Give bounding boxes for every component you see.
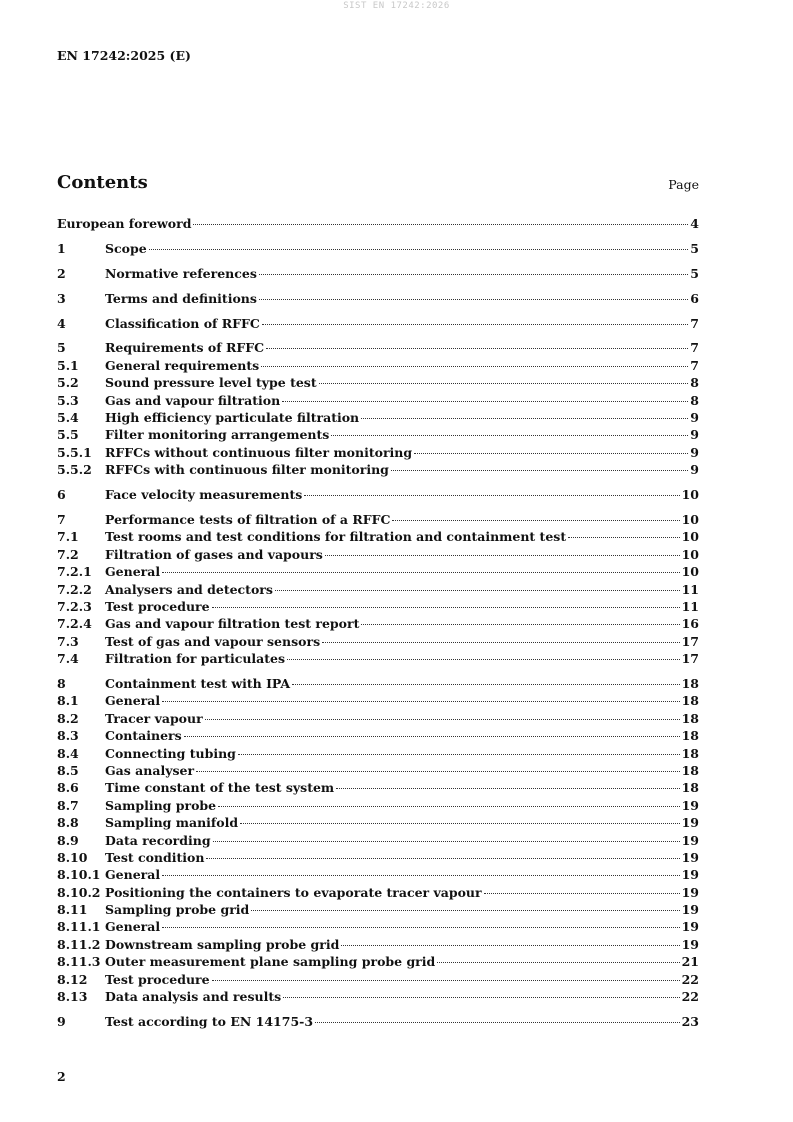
toc-entry-page: 19 <box>681 884 699 900</box>
toc-entry-page: 5 <box>690 240 699 256</box>
toc-entry-number: 5.5.2 <box>57 462 92 478</box>
toc-entry-number: 8.2 <box>57 710 79 726</box>
toc-entry-number: 8.1 <box>57 693 79 709</box>
toc-entry-page: 19 <box>681 849 699 865</box>
toc-entry-number: 6 <box>57 487 66 503</box>
toc-entry-number: 8 <box>57 675 66 691</box>
toc-entry-number: 7.2.4 <box>57 616 92 632</box>
toc-entry-number: 8.11.1 <box>57 919 101 935</box>
toc-entry[interactable] <box>57 427 699 444</box>
toc-entry[interactable] <box>57 512 699 529</box>
toc-entry-page: 9 <box>690 427 699 443</box>
toc-entry[interactable] <box>57 676 699 693</box>
toc-entry-number: 5.4 <box>57 410 79 426</box>
toc-entry-page: 18 <box>681 675 699 691</box>
toc-entry-title: Containers <box>105 728 182 744</box>
toc-entry[interactable] <box>57 780 699 797</box>
toc-entry[interactable] <box>57 529 699 546</box>
toc-entry[interactable] <box>57 937 699 954</box>
toc-entry-page: 19 <box>681 832 699 848</box>
toc-entry[interactable] <box>57 393 699 410</box>
toc-dot-leader <box>149 249 689 250</box>
toc-entry-title: Gas analyser <box>105 762 195 778</box>
toc-entry-page: 7 <box>690 357 699 373</box>
toc-entry-page: 10 <box>681 564 699 580</box>
toc-dot-leader <box>196 771 680 772</box>
toc-entry[interactable] <box>57 728 699 745</box>
toc-dot-leader <box>266 348 688 349</box>
toc-entry[interactable] <box>57 599 699 616</box>
toc-entry[interactable] <box>57 651 699 668</box>
toc-entry-page: 9 <box>690 462 699 478</box>
toc-entry-page: 19 <box>681 867 699 883</box>
toc-entry-title: European foreword <box>57 216 192 231</box>
toc-entry[interactable] <box>57 763 699 780</box>
toc-dot-leader <box>437 962 679 963</box>
toc-entry-title: High efficiency particulate filtration <box>105 410 360 426</box>
toc-entry[interactable] <box>57 216 699 233</box>
toc-entry[interactable] <box>57 410 699 427</box>
toc-dot-leader <box>162 927 679 928</box>
toc-dot-leader <box>282 401 688 402</box>
toc-entry-title: Sampling probe grid <box>105 902 250 918</box>
toc-entry-number: 7.2 <box>57 546 79 562</box>
toc-entry[interactable] <box>57 462 699 479</box>
toc-entry-page: 18 <box>681 780 699 796</box>
contents-heading <box>57 172 699 198</box>
toc-entry-title: Filter monitoring arrangements <box>105 427 330 443</box>
toc-entry-page: 19 <box>681 902 699 918</box>
toc-entry-title: Test of gas and vapour sensors <box>105 633 321 649</box>
toc-entry-number: 4 <box>57 315 66 331</box>
toc-entry-page: 22 <box>681 989 699 1005</box>
toc-entry-title: Data analysis and results <box>105 989 282 1005</box>
toc-entry-number: 5.1 <box>57 357 79 373</box>
toc-entry[interactable] <box>57 711 699 728</box>
toc-entry-number: 8.6 <box>57 780 79 796</box>
toc-entry[interactable] <box>57 1014 699 1031</box>
toc-dot-leader <box>484 893 680 894</box>
toc-entry-number: 8.11.3 <box>57 954 101 970</box>
toc-dot-leader <box>251 910 679 911</box>
toc-entry[interactable] <box>57 487 699 504</box>
toc-entry-page: 7 <box>690 340 699 356</box>
document-id: EN 17242:2025 (E) <box>57 48 191 63</box>
toc-entry-number: 2 <box>57 265 66 281</box>
toc-entry-number: 7.3 <box>57 633 79 649</box>
toc-entry-page: 4 <box>690 216 699 231</box>
page-column-label: Page <box>668 177 699 192</box>
toc-entry[interactable] <box>57 445 699 462</box>
toc-entry-title: Normative references <box>105 265 257 281</box>
toc-dot-leader <box>568 537 679 538</box>
toc-entry[interactable] <box>57 316 699 333</box>
toc-entry-page: 19 <box>681 919 699 935</box>
toc-entry-title: Test procedure <box>105 971 210 987</box>
toc-entry-page: 8 <box>690 392 699 408</box>
toc-dot-leader <box>218 806 679 807</box>
toc-entry-page: 8 <box>690 375 699 391</box>
toc-entry-title: Test procedure <box>105 598 210 614</box>
toc-entry-page: 11 <box>681 581 699 597</box>
toc-dot-leader <box>262 324 688 325</box>
toc-dot-leader <box>414 453 688 454</box>
toc-entry-page: 9 <box>690 444 699 460</box>
toc-entry[interactable] <box>57 798 699 815</box>
toc-entry-page: 7 <box>690 315 699 331</box>
toc-dot-leader <box>322 642 679 643</box>
toc-entry-page: 19 <box>681 815 699 831</box>
toc-entry-title: Sound pressure level type test <box>105 375 317 391</box>
toc-entry-page: 16 <box>681 616 699 632</box>
toc-dot-leader <box>325 555 680 556</box>
toc-entry-number: 8.12 <box>57 971 88 987</box>
toc-entry-page: 10 <box>681 487 699 503</box>
toc-entry-title: Connecting tubing <box>105 745 236 761</box>
toc-entry-number: 7.1 <box>57 529 79 545</box>
watermark: SIST EN 17242:2026 <box>343 1 450 11</box>
toc-dot-leader <box>259 274 688 275</box>
toc-dot-leader <box>238 754 680 755</box>
toc-dot-leader <box>336 788 679 789</box>
toc-entry-title: Test condition <box>105 849 205 865</box>
toc-dot-leader <box>361 624 679 625</box>
toc-entry-page: 22 <box>681 971 699 987</box>
toc-entry-number: 7.2.2 <box>57 581 92 597</box>
toc-entry-title: Sampling manifold <box>105 815 239 831</box>
toc-entry-number: 8.11.2 <box>57 936 101 952</box>
toc-dot-leader <box>261 366 688 367</box>
toc-dot-leader <box>193 224 688 225</box>
toc-entry[interactable] <box>57 902 699 919</box>
toc-entry[interactable] <box>57 241 699 258</box>
page-number: 2 <box>57 1069 66 1084</box>
toc-entry-number: 5.5.1 <box>57 444 92 460</box>
toc-entry-title: RFFCs without continuous filter monitoring <box>105 444 413 460</box>
toc-entry-number: 8.3 <box>57 728 79 744</box>
toc-entry-title: RFFCs with continuous filter monitoring <box>105 462 389 478</box>
toc-entry-title: Test according to EN 14175-3 <box>105 1013 314 1029</box>
toc-dot-leader <box>392 520 679 521</box>
toc-dot-leader <box>184 736 680 737</box>
toc-entry-page: 21 <box>681 954 699 970</box>
toc-entry-number: 8.4 <box>57 745 79 761</box>
toc-entry-title: Filtration for particulates <box>105 651 286 667</box>
toc-entry-number: 5.3 <box>57 392 79 408</box>
toc-dot-leader <box>391 470 688 471</box>
toc-entry-title: Requirements of RFFC <box>105 340 265 356</box>
toc-entry-page: 18 <box>681 710 699 726</box>
toc-entry-title: General requirements <box>105 357 260 373</box>
toc-dot-leader <box>162 701 679 702</box>
toc-dot-leader <box>361 418 688 419</box>
toc-dot-leader <box>212 607 680 608</box>
toc-dot-leader <box>205 719 680 720</box>
toc-entry[interactable] <box>57 616 699 633</box>
toc-entry-number: 7.2.3 <box>57 598 92 614</box>
toc-entry-number: 1 <box>57 240 66 256</box>
toc-dot-leader <box>275 590 680 591</box>
toc-entry[interactable] <box>57 850 699 867</box>
toc-entry-title: Gas and vapour filtration test report <box>105 616 360 632</box>
toc-entry-title: Analysers and detectors <box>105 581 273 597</box>
toc-entry[interactable] <box>57 547 699 564</box>
toc-entry-title: General <box>105 919 161 935</box>
toc-entry-title: Time constant of the test system <box>105 780 335 796</box>
toc-entry[interactable] <box>57 746 699 763</box>
toc-entry-title: General <box>105 693 161 709</box>
toc-entry-page: 18 <box>681 693 699 709</box>
toc-entry-number: 8.11 <box>57 902 88 918</box>
toc-dot-leader <box>213 841 680 842</box>
toc-entry-title: Scope <box>105 240 147 256</box>
toc-entry[interactable] <box>57 693 699 710</box>
toc-entry-number: 8.10.2 <box>57 884 101 900</box>
toc-entry-page: 19 <box>681 797 699 813</box>
toc-entry[interactable] <box>57 375 699 392</box>
toc-entry-title: Outer measurement plane sampling probe grid <box>105 954 436 970</box>
toc-entry[interactable] <box>57 358 699 375</box>
toc-entry-number: 5.5 <box>57 427 79 443</box>
toc-entry[interactable] <box>57 291 699 308</box>
toc-entry-number: 3 <box>57 290 66 306</box>
toc-entry-page: 10 <box>681 511 699 527</box>
toc-entry-title: Filtration of gases and vapours <box>105 546 323 562</box>
toc-entry-number: 5.2 <box>57 375 79 391</box>
toc-entry-title: Containment test with IPA <box>105 675 291 691</box>
toc-entry-title: General <box>105 564 161 580</box>
toc-entry-number: 8.7 <box>57 797 79 813</box>
toc-entry[interactable] <box>57 815 699 832</box>
toc-entry-page: 5 <box>690 265 699 281</box>
toc-entry[interactable] <box>57 582 699 599</box>
toc-dot-leader <box>287 659 680 660</box>
toc-entry-title: Positioning the containers to evaporate tracer vapour <box>105 884 482 900</box>
toc-entry-title: Test rooms and test conditions for filtration and containment test <box>105 529 567 545</box>
toc-entry-page: 18 <box>681 745 699 761</box>
toc-entry-number: 8.10 <box>57 849 88 865</box>
toc-entry-title: Performance tests of filtration of a RFFC <box>105 511 391 527</box>
toc-entry-page: 17 <box>681 633 699 649</box>
toc-dot-leader <box>212 980 680 981</box>
toc-entry-number: 8.13 <box>57 989 88 1005</box>
toc-entry-number: 7 <box>57 511 66 527</box>
toc-dot-leader <box>259 299 688 300</box>
toc-entry-page: 11 <box>681 598 699 614</box>
toc-entry-title: Face velocity measurements <box>105 487 303 503</box>
toc-dot-leader <box>292 684 679 685</box>
toc-entry[interactable] <box>57 972 699 989</box>
toc-entry[interactable] <box>57 954 699 971</box>
toc-entry-page: 17 <box>681 651 699 667</box>
toc-entry-number: 7.2.1 <box>57 564 92 580</box>
toc-entry-number: 9 <box>57 1013 66 1029</box>
toc-dot-leader <box>206 858 679 859</box>
toc-entry[interactable] <box>57 989 699 1006</box>
toc-entry[interactable] <box>57 266 699 283</box>
toc-entry-title: Data recording <box>105 832 211 848</box>
toc-entry-number: 5 <box>57 340 66 356</box>
toc-entry[interactable] <box>57 919 699 936</box>
toc-entry[interactable] <box>57 564 699 581</box>
toc-dot-leader <box>331 435 688 436</box>
toc-entry-number: 8.8 <box>57 815 79 831</box>
toc-entry-title: Gas and vapour filtration <box>105 392 281 408</box>
contents-title: Contents <box>57 172 148 193</box>
toc-entry-page: 9 <box>690 410 699 426</box>
toc-entry-number: 8.10.1 <box>57 867 101 883</box>
toc-dot-leader <box>162 572 679 573</box>
toc-dot-leader <box>162 875 679 876</box>
toc-entry-title: Classification of RFFC <box>105 315 260 331</box>
toc-entry-title: Downstream sampling probe grid <box>105 936 340 952</box>
toc-dot-leader <box>315 1022 680 1023</box>
toc-dot-leader <box>304 495 679 496</box>
toc-entry-page: 18 <box>681 762 699 778</box>
toc-entry-page: 23 <box>681 1013 699 1029</box>
toc-entry[interactable] <box>57 833 699 850</box>
toc-entry[interactable] <box>57 634 699 651</box>
toc-entry-page: 18 <box>681 728 699 744</box>
toc-dot-leader <box>319 383 689 384</box>
toc-entry-title: Tracer vapour <box>105 710 203 726</box>
toc-entry-title: Sampling probe <box>105 797 217 813</box>
toc-entry-title: General <box>105 867 161 883</box>
toc-entry-number: 8.5 <box>57 762 79 778</box>
toc-entry[interactable] <box>57 885 699 902</box>
toc-entry-page: 19 <box>681 936 699 952</box>
toc-entry-page: 6 <box>690 290 699 306</box>
table-of-contents <box>57 216 699 1031</box>
toc-dot-leader <box>283 997 679 998</box>
toc-entry[interactable] <box>57 867 699 884</box>
toc-entry-title: Terms and definitions <box>105 290 257 306</box>
toc-entry[interactable] <box>57 340 699 357</box>
toc-entry-page: 10 <box>681 529 699 545</box>
toc-entry-page: 10 <box>681 546 699 562</box>
toc-dot-leader <box>240 823 679 824</box>
toc-entry-number: 8.9 <box>57 832 79 848</box>
toc-dot-leader <box>341 945 679 946</box>
toc-entry-number: 7.4 <box>57 651 79 667</box>
